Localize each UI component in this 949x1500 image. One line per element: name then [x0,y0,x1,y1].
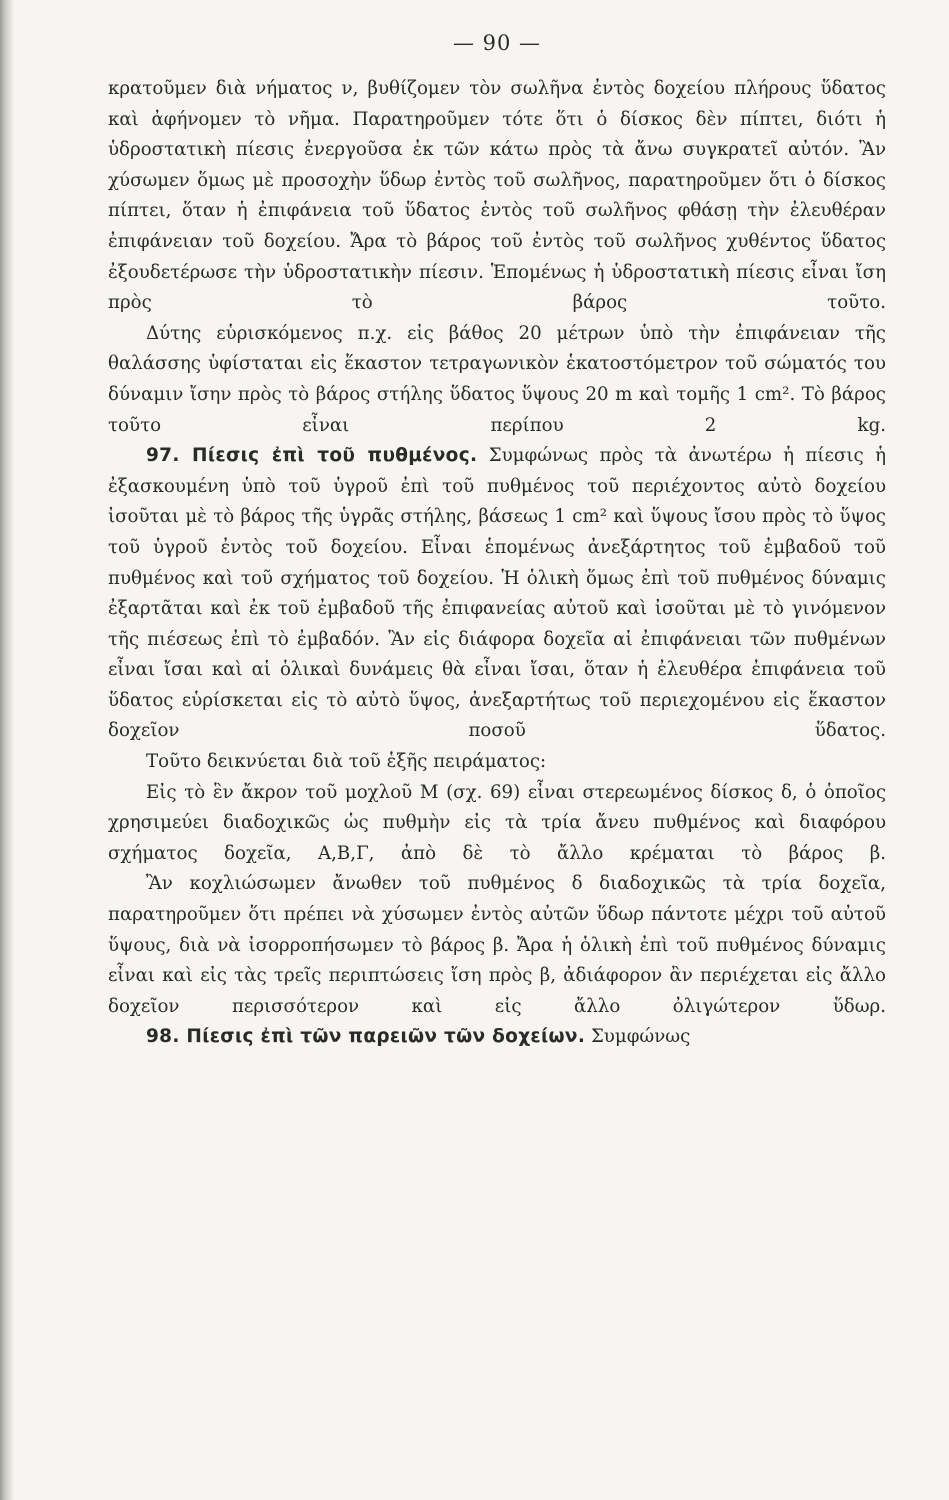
section-97-pressure-on-bottom [108,441,886,747]
paragraph-experiment-intro [108,747,886,778]
paragraph-text: Τοῦτο δεικνύεται διὰ τοῦ ἑξῆς πειράματος: [146,751,547,773]
paragraph-lever-apparatus [108,778,886,870]
section-heading: 98. Πίεσις ἐπὶ τῶν παρειῶν τῶν δοχείων. [146,1026,586,1048]
paragraph-text: Ἂν κοχλιώσωμεν ἄνωθεν τοῦ πυθμένος δ διαδοχικῶς τὰ τρία δοχεῖα, παρατηροῦμεν ὅτι πρέπει νὰ χύσωμεν ἐντὸς αὐτῶν ὕδωρ πάντοτε μέχρι τοῦ αὐτοῦ ὕψους, διὰ νὰ ἰσορροπήσωμεν τὸ βάρος β. Ἄρα ἡ ὁλικὴ ἐπὶ τοῦ πυθμένος δύναμις εἶναι καὶ εἰς τὰς τρεῖς περιπτώσεις ἴση πρὸς β, ἀδιάφορον ἂν περιέχεται εἰς ἄλλο δοχεῖον περισσότερον καὶ εἰς ἄλλο ὀλιγώτερον ὕδωρ. [108,873,886,1017]
paragraph-text: Συμφώνως πρὸς τὰ ἀνωτέρω ἡ πίεσις ἡ ἐξασκουμένη ὑπὸ τοῦ ὑγροῦ ἐπὶ τοῦ πυθμένος τοῦ περιέχοντος αὐτὸ δοχείου ἰσοῦται μὲ τὸ βάρος τῆς ὑγρᾶς στήλης, βάσεως 1 cm² καὶ ὕψους ἴσου πρὸς τὸ ὕψος τοῦ ὑγροῦ ἐντὸς τοῦ δοχείου. Εἶναι ἑπομένως ἀνεξάρτητος τοῦ ἐμβαδοῦ τοῦ πυθμένος καὶ τοῦ σχήματος τοῦ δοχείου. Ἡ ὁλικὴ ὅμως ἐπὶ τοῦ πυθμένος δύναμις ἐξαρτᾶται καὶ ἐκ τοῦ ἐμβαδοῦ τῆς ἐπιφανείας αὐτοῦ καὶ ἰσοῦται μὲ τὸ γινόμενον τῆς πιέσεως ἐπὶ τὸ ἐμβαδόν. Ἂν εἰς διάφορα δοχεῖα αἱ ἐπιφάνειαι τῶν πυθμένων εἶναι ἴσαι καὶ αἱ ὁλικαὶ δυνάμεις θὰ εἶναι ἴσαι, ὅταν ἡ ἐλευθέρα ἐπιφάνεια τοῦ ὕδατος εὑρίσκεται εἰς τὸ αὐτὸ ὕψος, ἀνεξαρτήτως τοῦ περιεχομένου εἰς ἕκαστον δοχεῖον ποσοῦ ὕδατος. [108,445,886,742]
page-number: — 90 — [452,31,542,55]
paragraph-experiment-result [108,869,886,1022]
paragraph-text: Εἰς τὸ ἓν ἄκρον τοῦ μοχλοῦ Μ (σχ. 69) εἶναι στερεωμένος δίσκος δ, ὁ ὁποῖος χρησιμεύει διαδοχικῶς ὡς πυθμὴν εἰς τὰ τρία ἄνευ πυθμένος καὶ διαφόρου σχήματος δοχεῖα, Α,Β,Γ, ἀπὸ δὲ τὸ ἄλλο κρέμαται τὸ βάρος β. [108,781,886,864]
paragraph-text: Συμφώνως [590,1026,691,1048]
paragraph-diver-example [108,319,886,441]
section-98-pressure-on-walls [108,1022,886,1053]
paragraph-text: κρατοῦμεν διὰ νήματος ν, βυθίζομεν τὸν σωλῆνα ἐντὸς δοχείου πλήρους ὕδατος καὶ ἀφήνομεν τὸ νῆμα. Παρατηροῦμεν τότε ὅτι ὁ δίσκος δὲν πίπτει, διότι ἡ ὑδροστατικὴ πίεσις ἐνεργοῦσα ἐκ τῶν κάτω πρὸς τὰ ἄνω συγκρατεῖ αὐτόν. Ἂν χύσωμεν ὅμως μὲ προσοχὴν ὕδωρ ἐντὸς τοῦ σωλῆνος, παρατηροῦμεν ὅτι ὁ δίσκος πίπτει, ὅταν ἡ ἐπιφάνεια τοῦ ὕδατος ἐντὸς τοῦ σωλῆνος φθάσῃ τὴν ἐλευθέραν ἐπιφάνειαν τοῦ δοχείου. Ἄρα τὸ βάρος τοῦ ἐντὸς τοῦ σωλῆνος χυθέντος ὕδατος ἐξουδετέρωσε τὴν ὑδροστατικὴν πίεσιν. Ἑπομένως ἡ ὑδροστατικὴ πίεσις εἶναι ἴση πρὸς τὸ βάρος τοῦτο. [108,78,886,314]
section-heading: 97. Πίεσις ἐπὶ τοῦ πυθμένος. [146,445,478,467]
paragraph-disk-experiment [108,74,886,319]
binding-edge [0,0,14,1500]
book-page [108,28,886,1053]
paragraph-text: Δύτης εὑρισκόμενος π.χ. εἰς βάθος 20 μέτρων ὑπὸ τὴν ἐπιφάνειαν τῆς θαλάσσης ὑφίσταται εἰς ἕκαστον τετραγωνικὸν ἑκατοστόμετρον τοῦ σώματός του δύναμιν ἴσην πρὸς τὸ βάρος στήλης ὕδατος ὕψους 20 m καὶ τομῆς 1 cm². Τὸ βάρος τοῦτο εἶναι περίπου 2 kg. [108,322,886,436]
